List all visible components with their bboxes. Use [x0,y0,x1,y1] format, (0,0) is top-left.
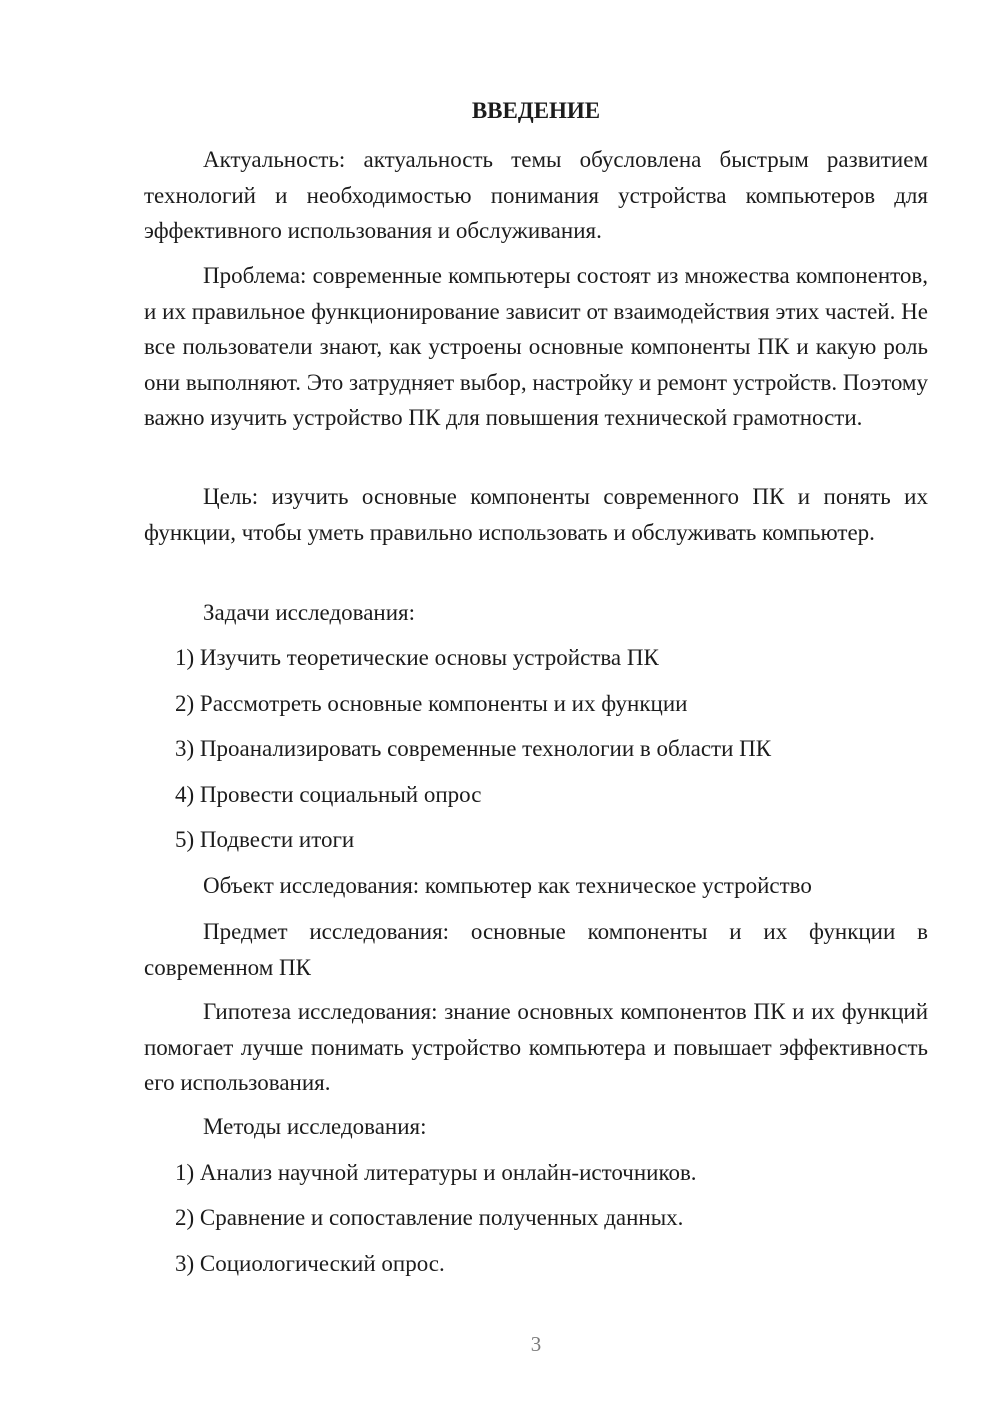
task-item-2: 2) Рассмотреть основные компоненты и их функции [175,691,688,716]
page-number: 3 [530,1332,542,1356]
tasks-heading: Задачи исследования: [203,600,416,625]
method-item-1: 1) Анализ научной литературы и онлайн-источников. [175,1160,697,1185]
hypothesis-paragraph: Гипотеза исследования: знание основных компонентов ПК и их функций помогает лучше понимать устройство компьютера и повышает эффективность его использования. [144,999,928,1095]
goal-paragraph: Цель: изучить основные компоненты современного ПК и понять их функции, чтобы уметь правильно использовать и обслуживать компьютер. [144,484,928,545]
problem-paragraph: Проблема: современные компьютеры состоят из множества компонентов, и их правильное функционирование зависит от взаимодействия этих частей. Не все пользователи знают, как устроены основные компоненты ПК и какую роль они выполняют. Это затрудняет выбор, настройку и ремонт устройств. Поэтому важно изучить устройство ПК для повышения технической грамотности. [144,263,928,430]
section-title: ВВЕДЕНИЕ [471,98,601,123]
task-item-1: 1) Изучить теоретические основы устройства ПК [175,645,659,670]
methods-heading: Методы исследования: [203,1114,427,1139]
relevance-paragraph: Актуальность: актуальность темы обусловлена быстрым развитием технологий и необходимостью понимания устройства компьютеров для эффективного использования и обслуживания. [144,147,928,243]
task-item-4: 4) Провести социальный опрос [175,782,482,807]
object-line: Объект исследования: компьютер как техническое устройство [203,873,812,898]
method-item-2: 2) Сравнение и сопоставление полученных данных. [175,1205,684,1230]
task-item-5: 5) Подвести итоги [175,827,355,852]
subject-paragraph: Предмет исследования: основные компоненты и их функции в современном ПК [144,919,928,980]
method-item-3: 3) Социологический опрос. [175,1251,445,1276]
task-item-3: 3) Проанализировать современные технологии в области ПК [175,736,772,761]
